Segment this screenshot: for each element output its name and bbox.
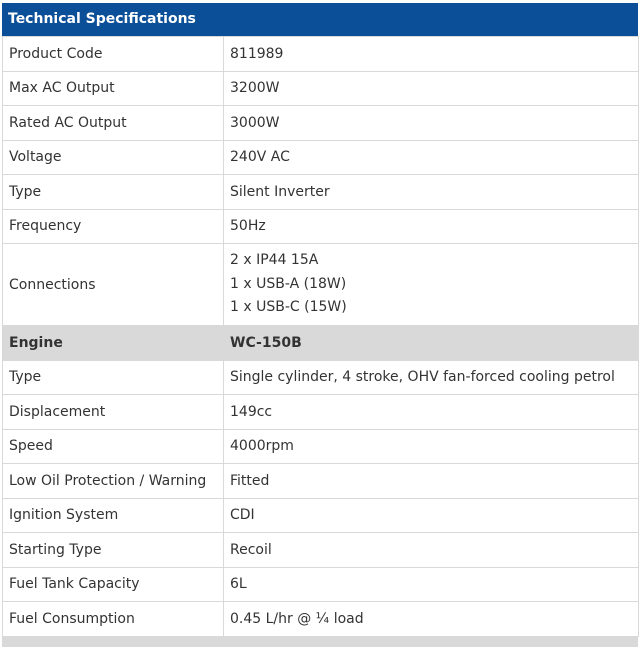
spec-label: Fuel Tank Capacity: [3, 567, 224, 602]
connection-line: 2 x IP44 15A: [230, 252, 319, 269]
spec-label: Displacement: [3, 395, 224, 430]
spec-row-displacement: [3, 395, 639, 430]
spec-value: Fitted: [224, 464, 639, 499]
spec-value: Recoil: [224, 533, 639, 568]
spec-label: Type: [3, 175, 224, 210]
spec-value: Silent Inverter: [224, 175, 639, 210]
spec-label: Voltage: [3, 140, 224, 175]
spec-value: 240V AC: [224, 140, 639, 175]
spec-table-title: Technical Specifications: [2, 3, 638, 36]
spec-value: 149cc: [224, 395, 639, 430]
spec-row-rated-ac-output: [3, 106, 639, 141]
spec-label: Ignition System: [3, 498, 224, 533]
spec-value: 6L: [224, 567, 639, 602]
spec-label: Max AC Output: [3, 71, 224, 106]
spec-row-frequency: [3, 209, 639, 244]
spec-label: Frequency: [3, 209, 224, 244]
connection-line: 1 x USB-A (18W): [230, 275, 347, 292]
spec-row-fuel-consumption: [3, 602, 639, 637]
spec-row-ignition: [3, 498, 639, 533]
spec-row-low-oil: [3, 464, 639, 499]
spec-label: Rated AC Output: [3, 106, 224, 141]
spec-label: Speed: [3, 429, 224, 464]
section-value: WC-150B: [224, 326, 639, 361]
spec-value: 50Hz: [224, 209, 639, 244]
spec-label: Type: [3, 360, 224, 395]
spec-section-engine: [3, 326, 639, 361]
spec-label: Starting Type: [3, 533, 224, 568]
spec-value: 3000W: [224, 106, 639, 141]
spec-row-engine-type: [3, 360, 639, 395]
spec-table-container: [2, 3, 638, 647]
spec-row-fuel-tank: [3, 567, 639, 602]
spec-value: 4000rpm: [224, 429, 639, 464]
spec-value: Single cylinder, 4 stroke, OHV fan-forced cooling petrol: [224, 360, 639, 395]
spec-label: Product Code: [3, 37, 224, 72]
spec-value: CDI: [224, 498, 639, 533]
spec-row-speed: [3, 429, 639, 464]
spec-label: Connections: [3, 244, 224, 326]
spec-row-product-code: [3, 37, 639, 72]
spec-value: 811989: [224, 37, 639, 72]
spec-label: Low Oil Protection / Warning: [3, 464, 224, 499]
spec-row-connections: [3, 244, 639, 326]
section-label: Engine: [3, 326, 224, 361]
spec-value: 0.45 L/hr @ ¼ load: [224, 602, 639, 637]
spec-label: Fuel Consumption: [3, 602, 224, 637]
spec-row-voltage: [3, 140, 639, 175]
spec-row-max-ac-output: [3, 71, 639, 106]
connection-line: 1 x USB-C (15W): [230, 299, 347, 316]
spec-row-starting-type: [3, 533, 639, 568]
spec-value: [224, 244, 639, 326]
spec-table: [2, 36, 639, 637]
spec-row-type: [3, 175, 639, 210]
spec-value: 3200W: [224, 71, 639, 106]
next-section-strip: [2, 637, 638, 647]
